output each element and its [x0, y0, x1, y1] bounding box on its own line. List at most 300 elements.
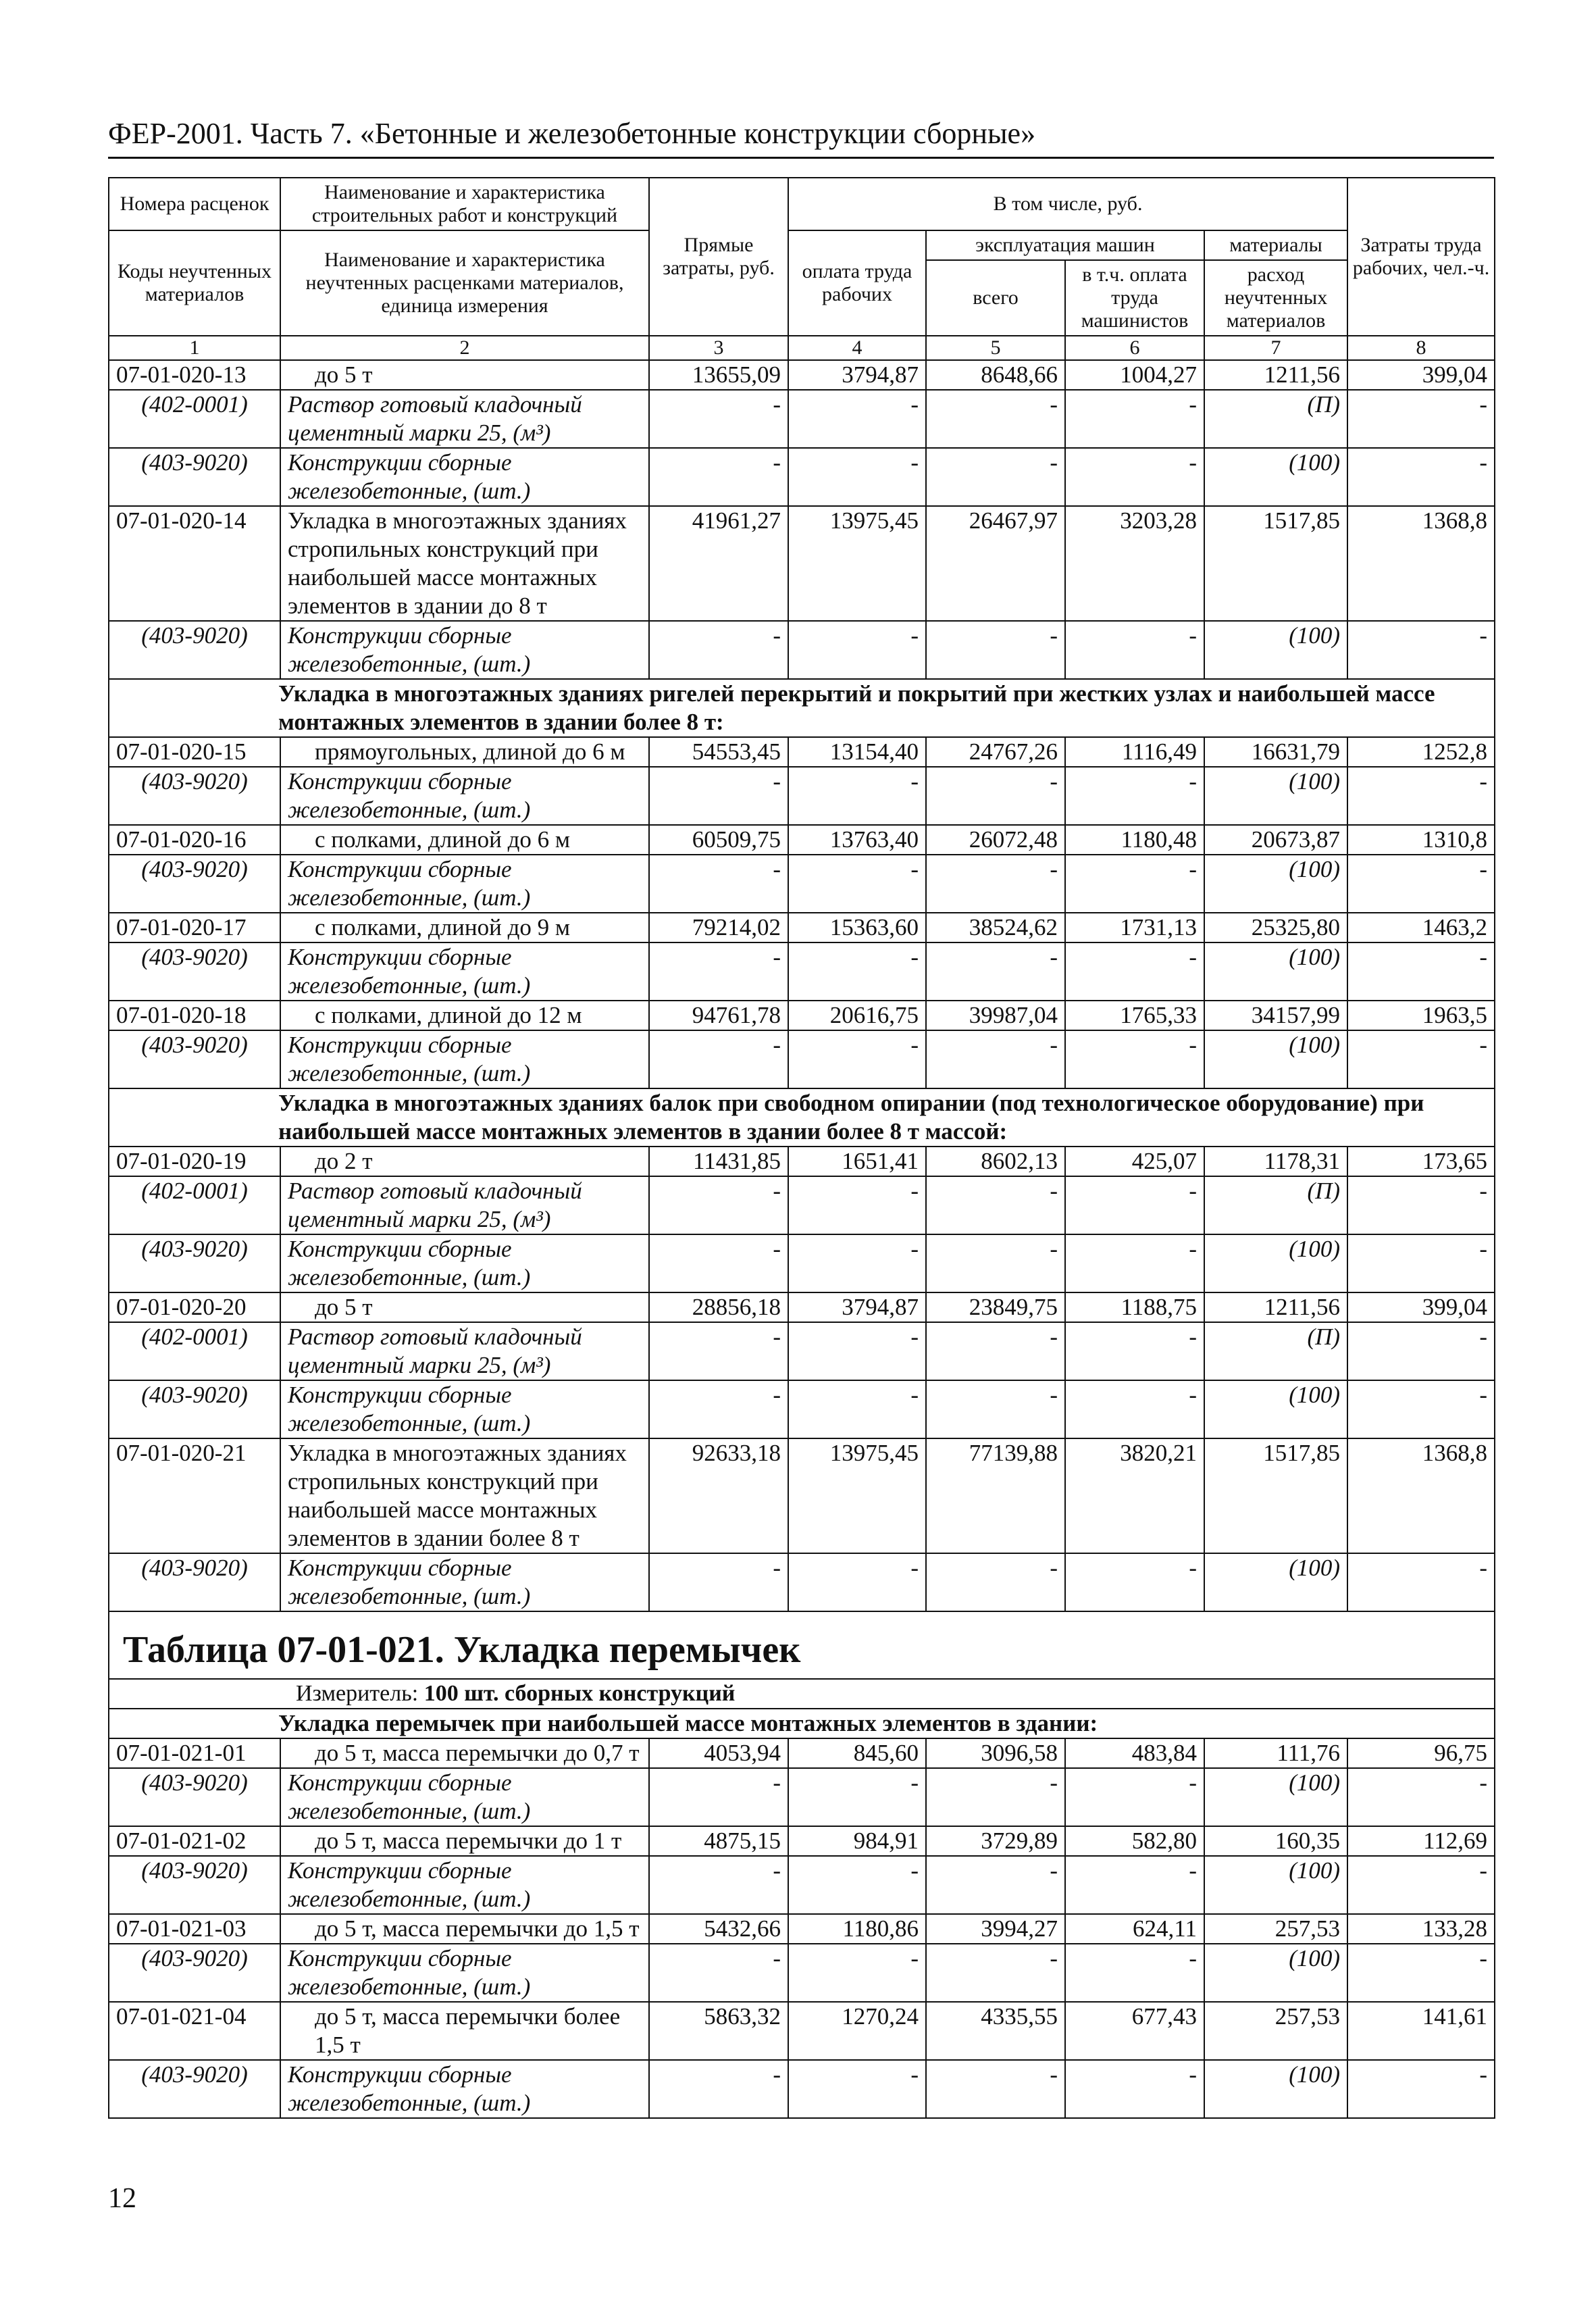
- machines-total-cell: -: [926, 1176, 1065, 1234]
- materials-cell: (100): [1204, 855, 1347, 913]
- machines-wage-cell: -: [1065, 942, 1204, 1001]
- labor-cell: -: [1347, 855, 1495, 913]
- machines-wage-cell: 624,11: [1065, 1914, 1204, 1944]
- materials-cell: 257,53: [1204, 2002, 1347, 2060]
- labor-cell: -: [1347, 390, 1495, 448]
- machines-total-cell: 26072,48: [926, 825, 1065, 855]
- col-number: 6: [1065, 336, 1204, 360]
- table-row: [109, 737, 1495, 767]
- materials-cell: 1517,85: [1204, 1438, 1347, 1553]
- materials-cell: 111,76: [1204, 1738, 1347, 1768]
- labor-cell: -: [1347, 1322, 1495, 1380]
- material-name: Конструкции сборные железобетонные, (шт.): [280, 942, 649, 1001]
- materials-cell: (100): [1204, 1768, 1347, 1826]
- material-name: Раствор готовый кладочный цементный марки 25, (м³): [280, 390, 649, 448]
- table-row: [109, 825, 1495, 855]
- direct-cost-cell: -: [649, 390, 788, 448]
- direct-cost-cell: 60509,75: [649, 825, 788, 855]
- materials-cell: 20673,87: [1204, 825, 1347, 855]
- section-heading: Укладка в многоэтажных зданиях балок при свободном опирании (под технологическое оборудование) при наибольшей массе монтажных элементов в здании более 8 т массой:: [109, 1088, 1495, 1147]
- page-number: 12: [108, 2183, 136, 2214]
- material-row: [109, 1234, 1495, 1292]
- material-row: [109, 1944, 1495, 2002]
- work-name: Укладка в многоэтажных зданиях стропильных конструкций при наибольшей массе монтажных элементов в здании до 8 т: [280, 506, 649, 621]
- wage-cell: -: [788, 1856, 926, 1914]
- materials-cell: (100): [1204, 1553, 1347, 1611]
- material-code: (402-0001): [109, 1322, 280, 1380]
- machines-total-cell: 39987,04: [926, 1001, 1065, 1030]
- machines-wage-cell: 582,80: [1065, 1826, 1204, 1856]
- material-row: [109, 1030, 1495, 1088]
- material-code: (403-9020): [109, 1553, 280, 1611]
- machines-total-cell: 8602,13: [926, 1147, 1065, 1176]
- header-rule: [108, 157, 1494, 159]
- material-name: Конструкции сборные железобетонные, (шт.): [280, 2060, 649, 2118]
- material-code: (403-9020): [109, 1856, 280, 1914]
- direct-cost-cell: -: [649, 1234, 788, 1292]
- direct-cost-cell: 94761,78: [649, 1001, 788, 1030]
- machines-wage-cell: -: [1065, 1553, 1204, 1611]
- materials-cell: 1211,56: [1204, 1292, 1347, 1322]
- wage-cell: -: [788, 1030, 926, 1088]
- table-row: [109, 360, 1495, 390]
- machines-wage-cell: 1765,33: [1065, 1001, 1204, 1030]
- wage-cell: -: [788, 1944, 926, 2002]
- machines-total-cell: 38524,62: [926, 913, 1065, 942]
- materials-cell: (100): [1204, 1380, 1347, 1438]
- col-number: 2: [280, 336, 649, 360]
- materials-cell: (100): [1204, 942, 1347, 1001]
- machines-total-cell: -: [926, 1030, 1065, 1088]
- materials-cell: (100): [1204, 1030, 1347, 1088]
- machines-total-cell: 24767,26: [926, 737, 1065, 767]
- machines-wage-cell: -: [1065, 1768, 1204, 1826]
- machines-total-cell: 4335,55: [926, 2002, 1065, 2060]
- wage-cell: -: [788, 1322, 926, 1380]
- material-row: [109, 1322, 1495, 1380]
- work-name-text: до 5 т, масса перемычки более 1,5 т: [315, 2003, 621, 2058]
- direct-cost-cell: 5432,66: [649, 1914, 788, 1944]
- rate-code: 07-01-021-03: [109, 1914, 280, 1944]
- machines-total-cell: -: [926, 1380, 1065, 1438]
- material-name: Конструкции сборные железобетонные, (шт.): [280, 1234, 649, 1292]
- wage-cell: -: [788, 1768, 926, 1826]
- machines-total-cell: -: [926, 390, 1065, 448]
- measure: [109, 1679, 1495, 1709]
- labor-cell: -: [1347, 1380, 1495, 1438]
- direct-cost-cell: -: [649, 1030, 788, 1088]
- labor-cell: 1252,8: [1347, 737, 1495, 767]
- rate-code: 07-01-021-01: [109, 1738, 280, 1768]
- machines-total-cell: -: [926, 855, 1065, 913]
- table-row: [109, 1438, 1495, 1553]
- labor-cell: -: [1347, 1553, 1495, 1611]
- direct-cost-cell: -: [649, 448, 788, 506]
- col-direct: Прямые затраты, руб.: [649, 178, 788, 336]
- direct-cost-cell: -: [649, 1944, 788, 2002]
- machines-wage-cell: -: [1065, 1380, 1204, 1438]
- material-name: Конструкции сборные железобетонные, (шт.): [280, 621, 649, 679]
- rate-code: 07-01-020-17: [109, 913, 280, 942]
- wage-cell: 13763,40: [788, 825, 926, 855]
- materials-cell: (100): [1204, 1234, 1347, 1292]
- table-row: [109, 1147, 1495, 1176]
- labor-cell: -: [1347, 1030, 1495, 1088]
- work-name: [280, 1001, 649, 1030]
- material-name: Конструкции сборные железобетонные, (шт.): [280, 1380, 649, 1438]
- column-numbers-row: [109, 336, 1495, 360]
- page-header: ФЕР-2001. Часть 7. «Бетонные и железобетонные конструкции сборные»: [108, 117, 1036, 150]
- direct-cost-cell: -: [649, 1176, 788, 1234]
- materials-cell: (П): [1204, 390, 1347, 448]
- work-name-text: до 5 т, масса перемычки до 1 т: [315, 1828, 622, 1854]
- wage-cell: 3794,87: [788, 1292, 926, 1322]
- materials-cell: 1211,56: [1204, 360, 1347, 390]
- col-name-bottom: Наименование и характеристика неучтенных расценками материалов, единица измерения: [280, 230, 649, 336]
- machines-wage-cell: 483,84: [1065, 1738, 1204, 1768]
- material-row: [109, 448, 1495, 506]
- machines-wage-cell: -: [1065, 1176, 1204, 1234]
- direct-cost-cell: 5863,32: [649, 2002, 788, 2060]
- direct-cost-cell: -: [649, 1322, 788, 1380]
- labor-cell: 1368,8: [1347, 506, 1495, 621]
- col-labor: Затраты труда рабочих, чел.-ч.: [1347, 178, 1495, 336]
- machines-wage-cell: -: [1065, 2060, 1204, 2118]
- materials-cell: 16631,79: [1204, 737, 1347, 767]
- machines-total-cell: 3994,27: [926, 1914, 1065, 1944]
- machines-total-cell: -: [926, 621, 1065, 679]
- measure-value: 100 шт. сборных конструкций: [423, 1681, 736, 1706]
- work-name: [280, 1292, 649, 1322]
- direct-cost-cell: -: [649, 1553, 788, 1611]
- col-number: 8: [1347, 336, 1495, 360]
- wage-cell: 1270,24: [788, 2002, 926, 2060]
- material-name: Конструкции сборные железобетонные, (шт.): [280, 1030, 649, 1088]
- work-name: Укладка в многоэтажных зданиях стропильных конструкций при наибольшей массе монтажных элементов в здании более 8 т: [280, 1438, 649, 1553]
- work-name: [280, 360, 649, 390]
- work-name-text: прямоугольных, длиной до 6 м: [315, 738, 625, 765]
- machines-total-cell: 23849,75: [926, 1292, 1065, 1322]
- direct-cost-cell: 4053,94: [649, 1738, 788, 1768]
- machines-wage-cell: -: [1065, 767, 1204, 825]
- section-row: [109, 1088, 1495, 1147]
- materials-cell: 1517,85: [1204, 506, 1347, 621]
- col-machines: эксплуатация машин: [926, 230, 1204, 260]
- machines-total-cell: -: [926, 767, 1065, 825]
- direct-cost-cell: -: [649, 1768, 788, 1826]
- machines-total-cell: 26467,97: [926, 506, 1065, 621]
- labor-cell: 1463,2: [1347, 913, 1495, 942]
- direct-cost-cell: 28856,18: [649, 1292, 788, 1322]
- rate-code: 07-01-020-13: [109, 360, 280, 390]
- labor-cell: -: [1347, 767, 1495, 825]
- labor-cell: 1963,5: [1347, 1001, 1495, 1030]
- direct-cost-cell: -: [649, 767, 788, 825]
- col-including: В том числе, руб.: [788, 178, 1347, 230]
- direct-cost-cell: 79214,02: [649, 913, 788, 942]
- rate-code: 07-01-020-19: [109, 1147, 280, 1176]
- wage-cell: 1180,86: [788, 1914, 926, 1944]
- table-row: [109, 506, 1495, 621]
- direct-cost-cell: -: [649, 942, 788, 1001]
- wage-cell: 845,60: [788, 1738, 926, 1768]
- work-name-text: до 5 т, масса перемычки до 0,7 т: [315, 1740, 640, 1766]
- material-row: [109, 1553, 1495, 1611]
- col-number: 3: [649, 336, 788, 360]
- work-name-text: до 5 т, масса перемычки до 1,5 т: [315, 1915, 640, 1942]
- material-name: Конструкции сборные железобетонные, (шт.): [280, 1768, 649, 1826]
- materials-cell: (100): [1204, 1856, 1347, 1914]
- machines-total-cell: -: [926, 1234, 1065, 1292]
- labor-cell: -: [1347, 1234, 1495, 1292]
- section-heading: Укладка в многоэтажных зданиях ригелей перекрытий и покрытий при жестких узлах и наибольшей массе монтажных элементов в здании более 8 т:: [109, 679, 1495, 737]
- machines-wage-cell: -: [1065, 1322, 1204, 1380]
- table-row: [109, 1001, 1495, 1030]
- machines-total-cell: 77139,88: [926, 1438, 1065, 1553]
- material-name: Раствор готовый кладочный цементный марки 25, (м³): [280, 1176, 649, 1234]
- machines-total-cell: -: [926, 2060, 1065, 2118]
- wage-cell: 13154,40: [788, 737, 926, 767]
- direct-cost-cell: -: [649, 621, 788, 679]
- wage-cell: 3794,87: [788, 360, 926, 390]
- wage-cell: 20616,75: [788, 1001, 926, 1030]
- materials-cell: (100): [1204, 2060, 1347, 2118]
- work-name: [280, 1826, 649, 1856]
- work-name: [280, 737, 649, 767]
- work-name-text: с полками, длиной до 12 м: [315, 1002, 582, 1028]
- material-row: [109, 1176, 1495, 1234]
- wage-cell: -: [788, 1234, 926, 1292]
- header-row-1: [109, 178, 1495, 230]
- direct-cost-cell: -: [649, 1380, 788, 1438]
- material-code: (403-9020): [109, 1768, 280, 1826]
- rate-code: 07-01-020-21: [109, 1438, 280, 1553]
- wage-cell: -: [788, 1176, 926, 1234]
- rate-code: 07-01-021-02: [109, 1826, 280, 1856]
- labor-cell: -: [1347, 1944, 1495, 2002]
- col-number: 4: [788, 336, 926, 360]
- direct-cost-cell: -: [649, 855, 788, 913]
- machines-wage-cell: 1188,75: [1065, 1292, 1204, 1322]
- price-table: [108, 177, 1495, 2119]
- table-row: [109, 2002, 1495, 2060]
- material-code: (402-0001): [109, 390, 280, 448]
- machines-wage-cell: -: [1065, 1944, 1204, 2002]
- labor-cell: -: [1347, 621, 1495, 679]
- material-name: Конструкции сборные железобетонные, (шт.): [280, 1856, 649, 1914]
- rate-code: 07-01-020-18: [109, 1001, 280, 1030]
- materials-cell: 34157,99: [1204, 1001, 1347, 1030]
- wage-cell: -: [788, 390, 926, 448]
- material-row: [109, 1380, 1495, 1438]
- table-row: [109, 1292, 1495, 1322]
- wage-cell: -: [788, 1553, 926, 1611]
- rate-code: 07-01-020-20: [109, 1292, 280, 1322]
- direct-cost-cell: 11431,85: [649, 1147, 788, 1176]
- labor-cell: 399,04: [1347, 1292, 1495, 1322]
- material-row: [109, 855, 1495, 913]
- col-machines-total: всего: [926, 260, 1065, 336]
- table-row: [109, 913, 1495, 942]
- machines-total-cell: -: [926, 942, 1065, 1001]
- material-code: (403-9020): [109, 621, 280, 679]
- material-code: (403-9020): [109, 448, 280, 506]
- machines-total-cell: -: [926, 1322, 1065, 1380]
- material-row: [109, 767, 1495, 825]
- wage-cell: 15363,60: [788, 913, 926, 942]
- material-name: Конструкции сборные железобетонные, (шт.): [280, 448, 649, 506]
- section-heading: Укладка перемычек при наибольшей массе монтажных элементов в здании:: [109, 1709, 1495, 1738]
- direct-cost-cell: -: [649, 2060, 788, 2118]
- machines-wage-cell: 1004,27: [1065, 360, 1204, 390]
- machines-total-cell: -: [926, 1768, 1065, 1826]
- work-name-text: с полками, длиной до 6 м: [315, 826, 571, 853]
- work-name: [280, 825, 649, 855]
- labor-cell: 1368,8: [1347, 1438, 1495, 1553]
- rate-code: 07-01-020-15: [109, 737, 280, 767]
- machines-wage-cell: -: [1065, 1856, 1204, 1914]
- machines-wage-cell: -: [1065, 1030, 1204, 1088]
- wage-cell: -: [788, 621, 926, 679]
- labor-cell: -: [1347, 942, 1495, 1001]
- material-row: [109, 942, 1495, 1001]
- section-row: [109, 1709, 1495, 1738]
- labor-cell: -: [1347, 1856, 1495, 1914]
- header-row-2: [109, 230, 1495, 260]
- wage-cell: -: [788, 855, 926, 913]
- machines-total-cell: -: [926, 1553, 1065, 1611]
- direct-cost-cell: 54553,45: [649, 737, 788, 767]
- section-row: [109, 679, 1495, 737]
- machines-total-cell: -: [926, 1944, 1065, 2002]
- material-row: [109, 1768, 1495, 1826]
- machines-total-cell: -: [926, 448, 1065, 506]
- machines-wage-cell: 1731,13: [1065, 913, 1204, 942]
- direct-cost-cell: 13655,09: [649, 360, 788, 390]
- work-name-text: до 5 т: [315, 1294, 373, 1320]
- work-name: [280, 1738, 649, 1768]
- work-name: [280, 1147, 649, 1176]
- col-materials-cost: расход неучтенных материалов: [1204, 260, 1347, 336]
- rate-code: 07-01-020-16: [109, 825, 280, 855]
- machines-wage-cell: -: [1065, 448, 1204, 506]
- labor-cell: 1310,8: [1347, 825, 1495, 855]
- col-number: 5: [926, 336, 1065, 360]
- labor-cell: 112,69: [1347, 1826, 1495, 1856]
- wage-cell: -: [788, 942, 926, 1001]
- material-name: Конструкции сборные железобетонные, (шт.): [280, 855, 649, 913]
- wage-cell: -: [788, 1380, 926, 1438]
- material-code: (403-9020): [109, 1380, 280, 1438]
- col-materials: материалы: [1204, 230, 1347, 260]
- machines-wage-cell: 1180,48: [1065, 825, 1204, 855]
- materials-cell: (100): [1204, 1944, 1347, 2002]
- material-code: (402-0001): [109, 1176, 280, 1234]
- measure-label: Измеритель:: [296, 1681, 419, 1706]
- labor-cell: -: [1347, 448, 1495, 506]
- wage-cell: 13975,45: [788, 506, 926, 621]
- machines-total-cell: 3096,58: [926, 1738, 1065, 1768]
- material-name: Конструкции сборные железобетонные, (шт.): [280, 1553, 649, 1611]
- material-code: (403-9020): [109, 942, 280, 1001]
- materials-cell: 160,35: [1204, 1826, 1347, 1856]
- material-code: (403-9020): [109, 2060, 280, 2118]
- material-code: (403-9020): [109, 767, 280, 825]
- measure-row: [109, 1679, 1495, 1709]
- machines-total-cell: 3729,89: [926, 1826, 1065, 1856]
- table-row: [109, 1826, 1495, 1856]
- direct-cost-cell: 4875,15: [649, 1826, 788, 1856]
- labor-cell: -: [1347, 2060, 1495, 2118]
- work-name: [280, 1914, 649, 1944]
- wage-cell: -: [788, 2060, 926, 2118]
- rate-code: 07-01-021-04: [109, 2002, 280, 2060]
- material-name: Раствор готовый кладочный цементный марки 25, (м³): [280, 1322, 649, 1380]
- machines-wage-cell: -: [1065, 1234, 1204, 1292]
- materials-cell: (100): [1204, 621, 1347, 679]
- materials-cell: 257,53: [1204, 1914, 1347, 1944]
- material-row: [109, 621, 1495, 679]
- work-name: [280, 913, 649, 942]
- material-code: (403-9020): [109, 855, 280, 913]
- col-name-top: Наименование и характеристика строительных работ и конструкций: [280, 178, 649, 230]
- machines-wage-cell: 3203,28: [1065, 506, 1204, 621]
- machines-wage-cell: 3820,21: [1065, 1438, 1204, 1553]
- machines-wage-cell: -: [1065, 621, 1204, 679]
- labor-cell: -: [1347, 1768, 1495, 1826]
- labor-cell: 399,04: [1347, 360, 1495, 390]
- material-code: (403-9020): [109, 1944, 280, 2002]
- wage-cell: -: [788, 767, 926, 825]
- material-row: [109, 390, 1495, 448]
- rate-code: 07-01-020-14: [109, 506, 280, 621]
- material-row: [109, 1856, 1495, 1914]
- table-title-row: [109, 1611, 1495, 1679]
- material-name: Конструкции сборные железобетонные, (шт.): [280, 767, 649, 825]
- materials-cell: 1178,31: [1204, 1147, 1347, 1176]
- wage-cell: 13975,45: [788, 1438, 926, 1553]
- wage-cell: 1651,41: [788, 1147, 926, 1176]
- machines-wage-cell: 1116,49: [1065, 737, 1204, 767]
- labor-cell: 96,75: [1347, 1738, 1495, 1768]
- wage-cell: -: [788, 448, 926, 506]
- work-name-text: до 2 т: [315, 1148, 373, 1174]
- materials-cell: 25325,80: [1204, 913, 1347, 942]
- material-name: Конструкции сборные железобетонные, (шт.): [280, 1944, 649, 2002]
- direct-cost-cell: 41961,27: [649, 506, 788, 621]
- labor-cell: 173,65: [1347, 1147, 1495, 1176]
- material-code: (403-9020): [109, 1030, 280, 1088]
- col-number: 1: [109, 336, 280, 360]
- machines-wage-cell: -: [1065, 390, 1204, 448]
- machines-wage-cell: 677,43: [1065, 2002, 1204, 2060]
- materials-cell: (100): [1204, 767, 1347, 825]
- machines-total-cell: -: [926, 1856, 1065, 1914]
- table-row: [109, 1914, 1495, 1944]
- materials-cell: (100): [1204, 448, 1347, 506]
- material-code: (403-9020): [109, 1234, 280, 1292]
- materials-cell: (П): [1204, 1322, 1347, 1380]
- col-code-bottom: Коды неучтенных материалов: [109, 230, 280, 336]
- material-row: [109, 2060, 1495, 2118]
- direct-cost-cell: 92633,18: [649, 1438, 788, 1553]
- col-code-top: Номера расценок: [109, 178, 280, 230]
- machines-wage-cell: -: [1065, 855, 1204, 913]
- labor-cell: 141,61: [1347, 2002, 1495, 2060]
- table-title: Таблица 07-01-021. Укладка перемычек: [109, 1611, 1495, 1679]
- machines-total-cell: 8648,66: [926, 360, 1065, 390]
- work-name: [280, 2002, 649, 2060]
